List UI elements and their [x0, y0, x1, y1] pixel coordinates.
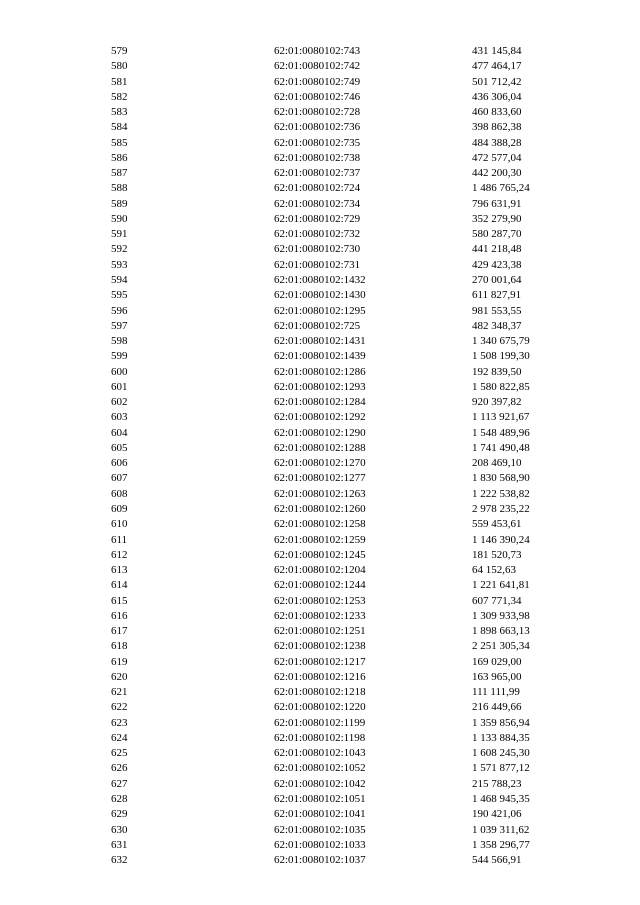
row-number: 604 [111, 426, 128, 439]
cadastral-value: 111 111,99 [472, 686, 520, 699]
row-number: 610 [111, 518, 128, 531]
table-row [0, 487, 640, 502]
table-row [0, 212, 640, 227]
table-row [0, 517, 640, 532]
cadastral-number: 62:01:0080102:1238 [274, 640, 366, 653]
row-number: 603 [111, 411, 128, 424]
row-number: 579 [111, 45, 128, 57]
row-number: 605 [111, 441, 128, 454]
row-number: 601 [111, 380, 128, 393]
cadastral-number: 62:01:0080102:1439 [274, 350, 366, 363]
row-number: 626 [111, 762, 128, 775]
cadastral-value: 484 388,28 [472, 136, 522, 149]
row-number: 622 [111, 701, 128, 714]
row-number: 588 [111, 182, 128, 195]
cadastral-value: 169 029,00 [472, 655, 522, 668]
cadastral-value: 1 340 675,79 [472, 335, 530, 348]
cadastral-number: 62:01:0080102:1286 [274, 365, 366, 378]
table-row [0, 533, 640, 548]
cadastral-number: 62:01:0080102:1041 [274, 808, 366, 821]
cadastral-number: 62:01:0080102:1253 [274, 594, 366, 607]
table-row [0, 166, 640, 181]
cadastral-number: 62:01:0080102:725 [274, 319, 361, 332]
cadastral-number: 62:01:0080102:1220 [274, 701, 366, 714]
cadastral-number: 62:01:0080102:1198 [274, 731, 366, 744]
cadastral-number: 62:01:0080102:742 [274, 60, 361, 73]
row-number: 582 [111, 90, 128, 103]
row-number: 591 [111, 228, 128, 241]
row-number: 616 [111, 609, 128, 622]
cadastral-number: 62:01:0080102:1037 [274, 854, 366, 867]
table-row [0, 853, 640, 868]
cadastral-number: 62:01:0080102:1042 [274, 777, 366, 790]
table-row [0, 670, 640, 685]
table-row [0, 624, 640, 639]
table-row [0, 136, 640, 151]
cadastral-value: 163 965,00 [472, 670, 522, 683]
cadastral-number: 62:01:0080102:1290 [274, 426, 366, 439]
table-row [0, 181, 640, 196]
cadastral-number: 62:01:0080102:1204 [274, 564, 366, 577]
table-row [0, 746, 640, 761]
row-number: 606 [111, 457, 128, 470]
table-row [0, 777, 640, 792]
cadastral-number: 62:01:0080102:1292 [274, 411, 366, 424]
cadastral-number: 62:01:0080102:1218 [274, 686, 366, 699]
cadastral-value: 1 222 538,82 [472, 487, 530, 500]
cadastral-value: 2 978 235,22 [472, 502, 530, 515]
table-row [0, 197, 640, 212]
table-row [0, 563, 640, 578]
row-number: 600 [111, 365, 128, 378]
cadastral-value: 1 571 877,12 [472, 762, 530, 775]
cadastral-number: 62:01:0080102:1430 [274, 289, 366, 302]
table-row [0, 609, 640, 624]
cadastral-value: 1 146 390,24 [472, 533, 530, 546]
row-number: 620 [111, 670, 128, 683]
cadastral-value: 1 358 296,77 [472, 838, 530, 851]
table-row [0, 319, 640, 334]
row-number: 619 [111, 655, 128, 668]
row-number: 609 [111, 502, 128, 515]
table-row [0, 441, 640, 456]
table-row [0, 594, 640, 609]
cadastral-number: 62:01:0080102:1035 [274, 823, 366, 836]
row-number: 592 [111, 243, 128, 256]
cadastral-number: 62:01:0080102:735 [274, 136, 361, 149]
cadastral-value: 559 453,61 [472, 518, 522, 531]
cadastral-value: 431 145,84 [472, 45, 522, 57]
row-number: 599 [111, 350, 128, 363]
table-row [0, 395, 640, 410]
table-row [0, 304, 640, 319]
cadastral-number: 62:01:0080102:730 [274, 243, 361, 256]
cadastral-number: 62:01:0080102:734 [274, 197, 361, 210]
table-row [0, 823, 640, 838]
table-row [0, 639, 640, 654]
row-number: 587 [111, 167, 128, 180]
cadastral-value: 1 221 641,81 [472, 579, 530, 592]
cadastral-value-table [0, 44, 640, 868]
table-row [0, 380, 640, 395]
table-row [0, 59, 640, 74]
cadastral-number: 62:01:0080102:1051 [274, 793, 366, 806]
cadastral-number: 62:01:0080102:1431 [274, 335, 366, 348]
cadastral-number: 62:01:0080102:1284 [274, 396, 366, 409]
table-row [0, 548, 640, 563]
cadastral-number: 62:01:0080102:1258 [274, 518, 366, 531]
cadastral-value: 1 486 765,24 [472, 182, 530, 195]
cadastral-value: 1 580 822,85 [472, 380, 530, 393]
cadastral-value: 1 898 663,13 [472, 625, 530, 638]
table-row [0, 471, 640, 486]
cadastral-value: 611 827,91 [472, 289, 522, 302]
table-row [0, 227, 640, 242]
cadastral-value: 796 631,91 [472, 197, 522, 210]
cadastral-value: 442 200,30 [472, 167, 522, 180]
cadastral-value: 460 833,60 [472, 106, 522, 119]
row-number: 614 [111, 579, 128, 592]
row-number: 590 [111, 212, 128, 225]
cadastral-number: 62:01:0080102:1270 [274, 457, 366, 470]
row-number: 623 [111, 716, 128, 729]
table-row [0, 731, 640, 746]
row-number: 632 [111, 854, 128, 867]
cadastral-number: 62:01:0080102:743 [274, 45, 361, 57]
cadastral-number: 62:01:0080102:1263 [274, 487, 366, 500]
table-row [0, 75, 640, 90]
row-number: 613 [111, 564, 128, 577]
table-row [0, 90, 640, 105]
cadastral-number: 62:01:0080102:1043 [274, 747, 366, 760]
cadastral-number: 62:01:0080102:1277 [274, 472, 366, 485]
row-number: 624 [111, 731, 128, 744]
row-number: 586 [111, 151, 128, 164]
row-number: 594 [111, 273, 128, 286]
table-row [0, 426, 640, 441]
table-row [0, 288, 640, 303]
cadastral-value: 215 788,23 [472, 777, 522, 790]
row-number: 615 [111, 594, 128, 607]
cadastral-number: 62:01:0080102:728 [274, 106, 361, 119]
row-number: 593 [111, 258, 128, 271]
table-row [0, 273, 640, 288]
cadastral-value: 429 423,38 [472, 258, 522, 271]
cadastral-number: 62:01:0080102:736 [274, 121, 361, 134]
row-number: 618 [111, 640, 128, 653]
table-row [0, 655, 640, 670]
table-row [0, 349, 640, 364]
row-number: 595 [111, 289, 128, 302]
row-number: 584 [111, 121, 128, 134]
cadastral-value: 190 421,06 [472, 808, 522, 821]
cadastral-value: 1 309 933,98 [472, 609, 530, 622]
table-row [0, 502, 640, 517]
row-number: 621 [111, 686, 128, 699]
cadastral-value: 544 566,91 [472, 854, 522, 867]
row-number: 581 [111, 75, 128, 88]
cadastral-value: 270 001,64 [472, 273, 522, 286]
cadastral-value: 1 113 921,67 [472, 411, 530, 424]
cadastral-value: 1 133 884,35 [472, 731, 530, 744]
cadastral-value: 1 741 490,48 [472, 441, 530, 454]
row-number: 596 [111, 304, 128, 317]
cadastral-value: 436 306,04 [472, 90, 522, 103]
row-number: 607 [111, 472, 128, 485]
row-number: 630 [111, 823, 128, 836]
table-row [0, 761, 640, 776]
row-number: 628 [111, 793, 128, 806]
table-row [0, 792, 640, 807]
row-number: 589 [111, 197, 128, 210]
row-number: 608 [111, 487, 128, 500]
cadastral-number: 62:01:0080102:1260 [274, 502, 366, 515]
cadastral-number: 62:01:0080102:737 [274, 167, 361, 180]
cadastral-value: 1 508 199,30 [472, 350, 530, 363]
table-row [0, 700, 640, 715]
row-number: 598 [111, 335, 128, 348]
cadastral-value: 216 449,66 [472, 701, 522, 714]
cadastral-value: 920 397,82 [472, 396, 522, 409]
row-number: 580 [111, 60, 128, 73]
table-row [0, 410, 640, 425]
row-number: 611 [111, 533, 128, 546]
cadastral-value: 192 839,50 [472, 365, 522, 378]
table-row [0, 807, 640, 822]
cadastral-value: 352 279,90 [472, 212, 522, 225]
table-row [0, 44, 640, 59]
cadastral-number: 62:01:0080102:732 [274, 228, 361, 241]
table-row [0, 685, 640, 700]
cadastral-number: 62:01:0080102:738 [274, 151, 361, 164]
row-number: 629 [111, 808, 128, 821]
cadastral-value: 1 830 568,90 [472, 472, 530, 485]
table-row [0, 258, 640, 273]
cadastral-value: 1 359 856,94 [472, 716, 530, 729]
cadastral-value: 1 468 945,35 [472, 793, 530, 806]
cadastral-value: 64 152,63 [472, 564, 516, 577]
cadastral-number: 62:01:0080102:746 [274, 90, 361, 103]
row-number: 631 [111, 838, 128, 851]
row-number: 585 [111, 136, 128, 149]
cadastral-number: 62:01:0080102:731 [274, 258, 361, 271]
cadastral-number: 62:01:0080102:1295 [274, 304, 366, 317]
cadastral-number: 62:01:0080102:1033 [274, 838, 366, 851]
cadastral-value: 477 464,17 [472, 60, 522, 73]
table-row [0, 365, 640, 380]
cadastral-number: 62:01:0080102:1199 [274, 716, 366, 729]
table-row [0, 120, 640, 135]
row-number: 625 [111, 747, 128, 760]
cadastral-value: 472 577,04 [472, 151, 522, 164]
table-row [0, 838, 640, 853]
table-row [0, 334, 640, 349]
row-number: 617 [111, 625, 128, 638]
cadastral-value: 1 608 245,30 [472, 747, 530, 760]
table-row [0, 242, 640, 257]
cadastral-number: 62:01:0080102:1216 [274, 670, 366, 683]
cadastral-number: 62:01:0080102:1052 [274, 762, 366, 775]
cadastral-number: 62:01:0080102:1293 [274, 380, 366, 393]
cadastral-value: 441 218,48 [472, 243, 522, 256]
cadastral-value: 1 548 489,96 [472, 426, 530, 439]
row-number: 597 [111, 319, 128, 332]
cadastral-number: 62:01:0080102:1432 [274, 273, 366, 286]
cadastral-number: 62:01:0080102:1259 [274, 533, 366, 546]
cadastral-value: 981 553,55 [472, 304, 522, 317]
row-number: 627 [111, 777, 128, 790]
cadastral-number: 62:01:0080102:1244 [274, 579, 366, 592]
cadastral-number: 62:01:0080102:1217 [274, 655, 366, 668]
cadastral-number: 62:01:0080102:724 [274, 182, 361, 195]
cadastral-number: 62:01:0080102:749 [274, 75, 361, 88]
cadastral-value: 580 287,70 [472, 228, 522, 241]
row-number: 602 [111, 396, 128, 409]
cadastral-value: 398 862,38 [472, 121, 522, 134]
table-row [0, 716, 640, 731]
cadastral-number: 62:01:0080102:1288 [274, 441, 366, 454]
table-row [0, 151, 640, 166]
table-row [0, 456, 640, 471]
cadastral-number: 62:01:0080102:1251 [274, 625, 366, 638]
row-number: 583 [111, 106, 128, 119]
cadastral-value: 2 251 305,34 [472, 640, 530, 653]
cadastral-value: 607 771,34 [472, 594, 522, 607]
cadastral-number: 62:01:0080102:1233 [274, 609, 366, 622]
table-row [0, 105, 640, 120]
cadastral-value: 208 469,10 [472, 457, 522, 470]
cadastral-value: 482 348,37 [472, 319, 522, 332]
cadastral-number: 62:01:0080102:1245 [274, 548, 366, 561]
cadastral-value: 501 712,42 [472, 75, 522, 88]
row-number: 612 [111, 548, 128, 561]
cadastral-value: 181 520,73 [472, 548, 522, 561]
table-row [0, 578, 640, 593]
cadastral-value: 1 039 311,62 [472, 823, 530, 836]
cadastral-number: 62:01:0080102:729 [274, 212, 361, 225]
